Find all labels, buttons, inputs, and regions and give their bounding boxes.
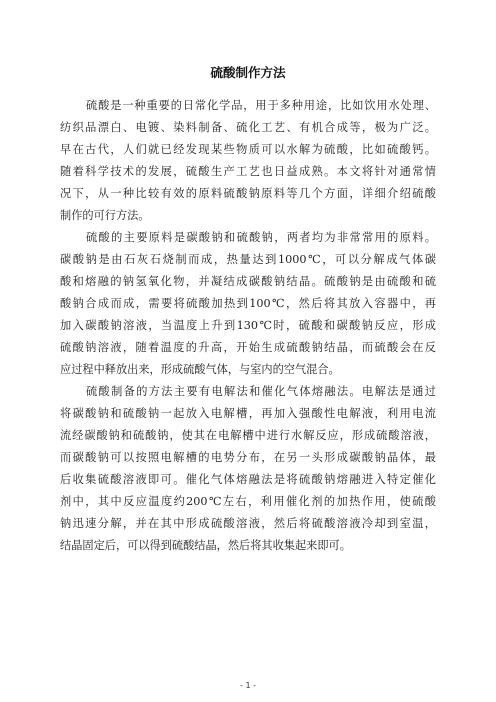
paragraph-2-line-6: 硫酸钠溶液，随着温度的升高，开始生成硫酸钠结晶，而硫酸会在反 bbox=[60, 341, 436, 354]
paragraph-1-line-2: 纺织品漂白、电镀、染料制备、硫化工艺、有机合成等，极为广泛。 bbox=[60, 121, 436, 134]
paragraph-3-line-4: 而碳酸钠可以按照电解槽的电势分布，在另一头形成碳酸钠晶体，最 bbox=[60, 451, 436, 464]
paragraph-3-line-8: 结晶固定后，可以得到硫酸结晶，然后将其收集起来即可。 bbox=[60, 539, 351, 552]
paragraph-1-line-3: 早在古代，人们就已经发现某些物质可以水解为硫酸，比如硫酸钙。 bbox=[60, 143, 436, 156]
paragraph-2-line-7: 应过程中释放出来，形成硫酸气体，与室内的空气混合。 bbox=[60, 363, 340, 376]
document-title: 硫酸制作方法 bbox=[210, 65, 286, 80]
paragraph-2-line-3: 酸和熔融的钠氢氧化物，并凝结成碳酸钠结晶。硫酸钠是由硫酸和硫 bbox=[60, 275, 436, 288]
paragraph-1-line-6: 制作的可行方法。 bbox=[60, 209, 150, 222]
paragraph-2-line-4: 酸钠合成而成，需要将硫酸加热到100℃，然后将其放入容器中，再 bbox=[60, 297, 436, 310]
paragraph-3-line-2: 将碳酸钠和硫酸钠一起放入电解槽，再加入强酸性电解液，利用电流 bbox=[60, 407, 436, 420]
paragraph-3-line-3: 流经碳酸钠和硫酸钠，使其在电解槽中进行水解反应，形成硫酸溶液， bbox=[60, 429, 436, 442]
paragraph-3-line-6: 剂中，其中反应温度约200℃左右，利用催化剂的加热作用，使硫酸 bbox=[60, 495, 436, 508]
paragraph-2-line-2: 碳酸钠是由石灰石烧制而成，热量达到1000℃，可以分解成气体碳 bbox=[60, 253, 436, 266]
page-number: - 1 - bbox=[240, 681, 256, 690]
paragraph-2-line-5: 加入碳酸钠溶液，当温度上升到130℃时，硫酸和碳酸钠反应，形成 bbox=[60, 319, 436, 332]
paragraph-3-line-5: 后收集硫酸溶液即可。催化气体熔融法是将硫酸钠熔融进入特定催化 bbox=[60, 473, 436, 486]
paragraph-3-line-1: 硫酸制备的方法主要有电解法和催化气体熔融法。电解法是通过 bbox=[86, 385, 436, 398]
paragraph-1-line-1: 硫酸是一种重要的日常化学品，用于多种用途，比如饮用水处理、 bbox=[86, 99, 436, 112]
paragraph-1-line-5: 况下，从一种比较有效的原料硫酸钠原料等几个方面，详细介绍硫酸 bbox=[60, 187, 436, 200]
paragraph-3-line-7: 钠迅速分解，并在其中形成硫酸溶液，然后将硫酸溶液冷却到室温， bbox=[60, 517, 436, 530]
paragraph-1-line-4: 随着科学技术的发展，硫酸生产工艺也日益成熟。本文将针对通常情 bbox=[60, 165, 436, 178]
paragraph-2-line-1: 硫酸的主要原料是碳酸钠和硫酸钠，两者均为非常常用的原料。 bbox=[86, 231, 436, 244]
